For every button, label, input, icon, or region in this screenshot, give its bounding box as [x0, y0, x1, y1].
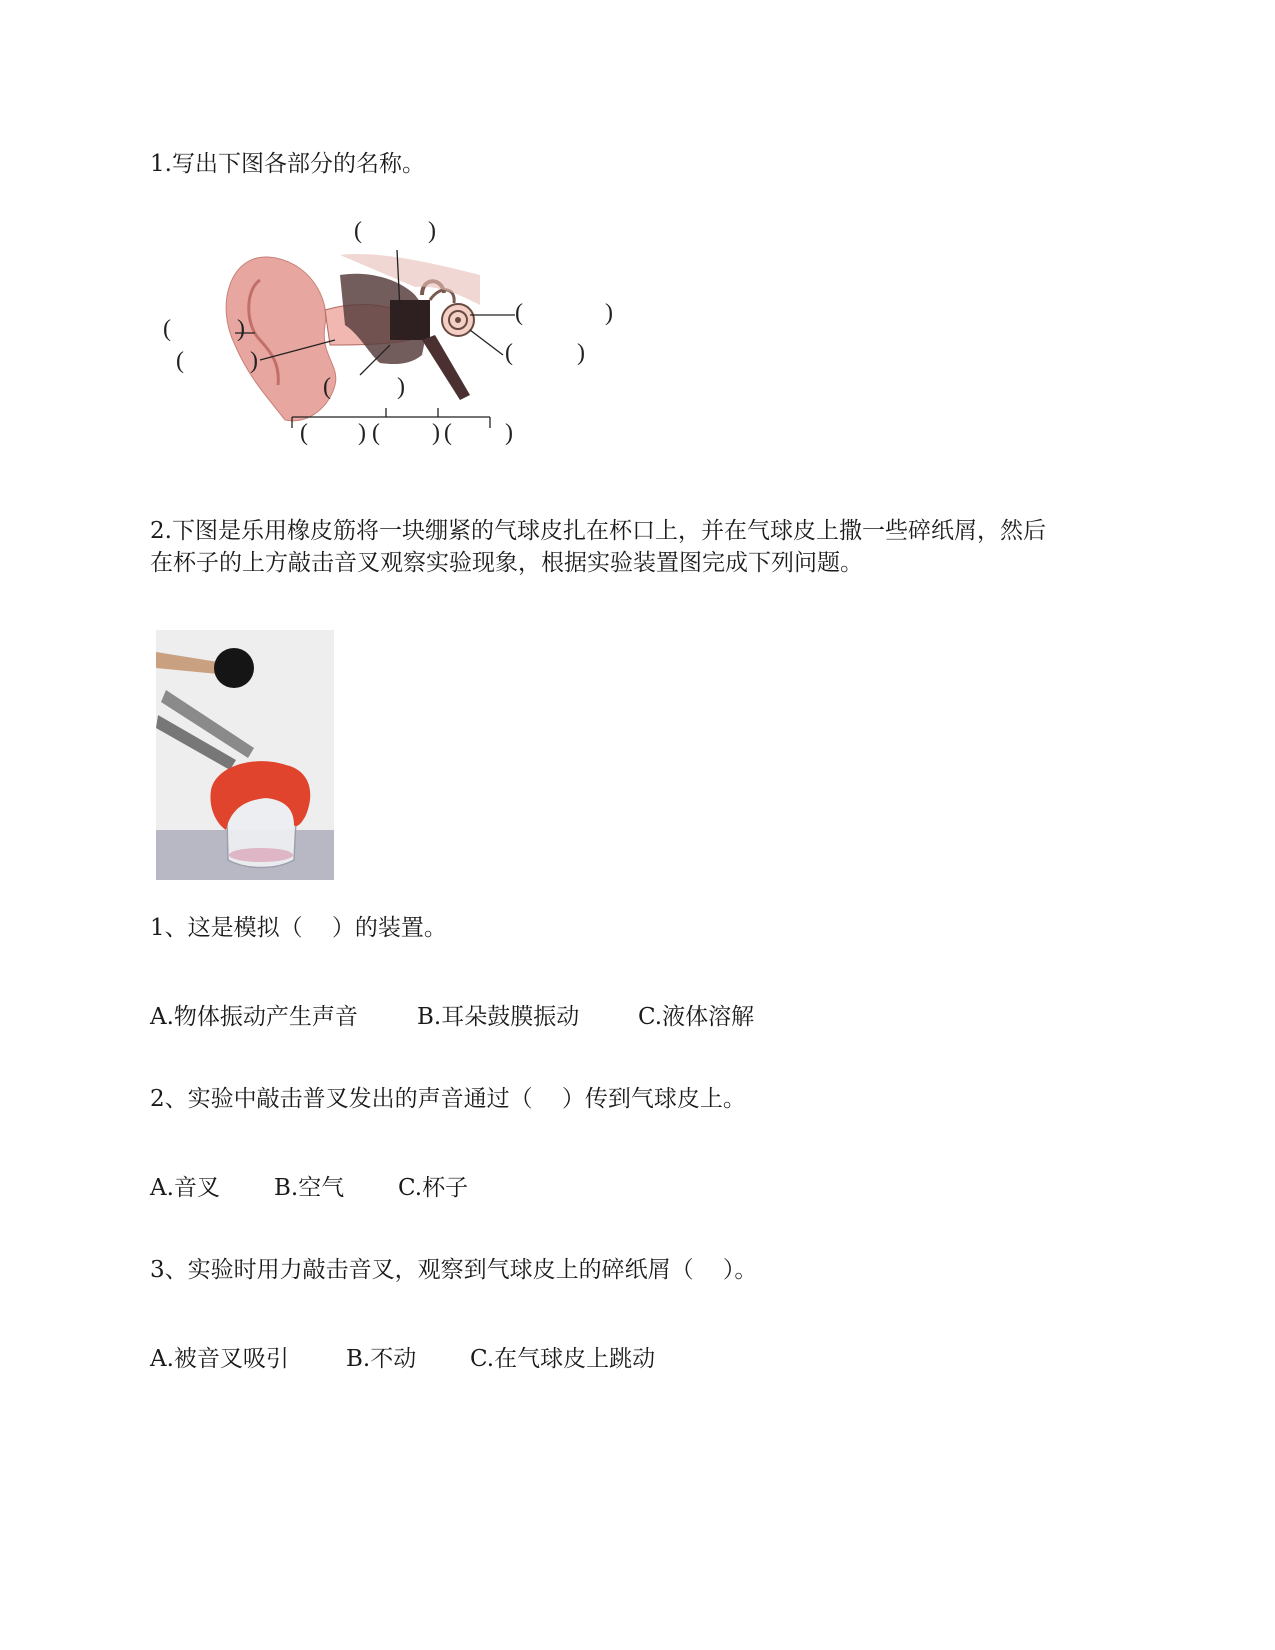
- blank-bottom3-open: (: [444, 420, 452, 446]
- blank-top-open: (: [354, 218, 362, 244]
- blank-left1-close: ): [237, 316, 245, 342]
- blank-left2-open: (: [176, 348, 184, 374]
- sub1-option-c: C.液体溶解: [638, 1004, 755, 1030]
- blank-right1-close: ): [605, 300, 613, 326]
- sub3-option-c: C.在气球皮上跳动: [470, 1346, 656, 1372]
- sub2-option-b: B.空气: [274, 1175, 345, 1201]
- blank-right1-open: (: [515, 300, 523, 326]
- sub1-question: 1、这是模拟（ ）的装置。: [150, 915, 447, 941]
- ear-diagram: [160, 215, 630, 460]
- blank-mid-open: (: [323, 374, 331, 400]
- eustachian-tube: [422, 335, 470, 400]
- blank-bottom2-open: (: [372, 420, 380, 446]
- blank-right2-open: (: [505, 340, 513, 366]
- sub3-option-a: A.被音叉吸引: [150, 1346, 289, 1372]
- blank-bottom1-close: ): [358, 420, 366, 446]
- experiment-photo: [156, 630, 334, 880]
- q2-intro-line1: 2.下图是乐用橡皮筋将一块绷紧的气球皮扎在杯口上，并在气球皮上撒一些碎纸屑，然后: [150, 518, 1046, 544]
- blank-mid-close: ): [397, 374, 405, 400]
- q2-intro-line2: 在杯子的上方敲击音叉观察实验现象，根据实验装置图完成下列问题。: [150, 550, 863, 576]
- sub3-question: 3、实验时用力敲击音叉，观察到气球皮上的碎纸屑（ ）。: [150, 1257, 758, 1283]
- blank-top-close: ): [428, 218, 436, 244]
- sub1-option-b: B.耳朵鼓膜振动: [417, 1004, 580, 1030]
- sub1-option-a: A.物体振动产生声音: [150, 1004, 358, 1030]
- blank-bottom3-close: ): [505, 420, 513, 446]
- blank-bottom1-open: (: [300, 420, 308, 446]
- sub2-option-c: C.杯子: [398, 1175, 469, 1201]
- blank-left1-open: (: [163, 316, 171, 342]
- blank-left2-close: ): [250, 348, 258, 374]
- blank-bottom2-close: ): [432, 420, 440, 446]
- blank-right2-close: ): [577, 340, 585, 366]
- mallet-head: [214, 648, 254, 688]
- sub3-option-b: B.不动: [346, 1346, 417, 1372]
- q1-title: 1.写出下图各部分的名称。: [150, 151, 425, 177]
- sub2-question: 2、实验中敲击普叉发出的声音通过（ ）传到气球皮上。: [150, 1086, 746, 1112]
- sub2-option-a: A.音叉: [150, 1175, 220, 1201]
